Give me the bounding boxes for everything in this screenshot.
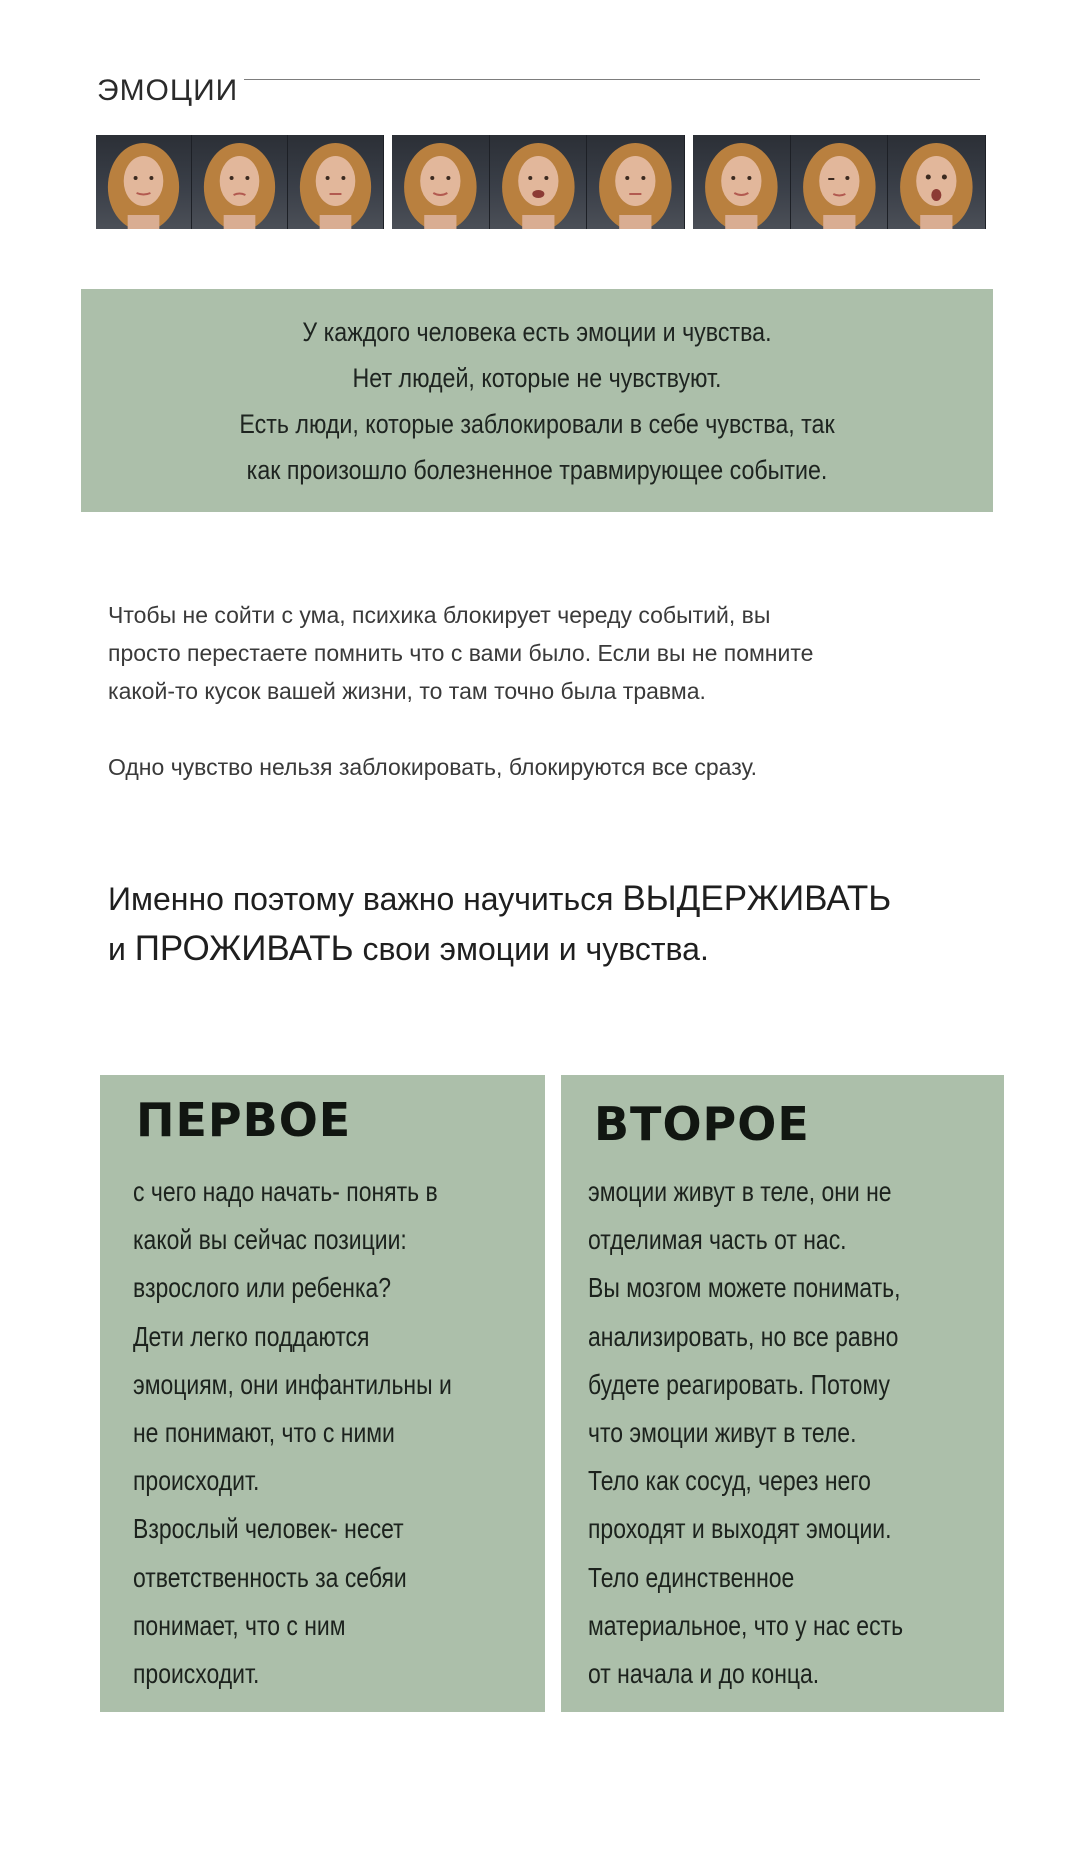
card-line: Вы мозгом можете понимать,: [588, 1272, 901, 1304]
emphasis-text: свои эмоции и чувства.: [353, 931, 709, 967]
card-line: что эмоции живут в теле.: [588, 1417, 857, 1449]
card-line: Тело как сосуд, через него: [588, 1465, 871, 1497]
photo-strip-2: [392, 135, 685, 229]
emphasis-caps: ПРОЖИВАТЬ: [134, 929, 354, 968]
paragraph-line: Чтобы не сойти с ума, психика блокирует череду событий, вы: [108, 602, 771, 628]
portrait-photo: [96, 135, 192, 229]
card-line: проходят и выходят эмоции.: [588, 1513, 892, 1545]
portrait-photo: [490, 135, 588, 229]
card-line: анализировать, но все равно: [588, 1320, 899, 1352]
card-line: отделимая часть от нас.: [588, 1224, 847, 1256]
card-text: [588, 1168, 972, 1698]
card-title: ВТОРОЕ: [594, 1097, 810, 1151]
card-line: Взрослый человек- несет: [133, 1513, 404, 1545]
quote-line: Нет людей, которые не чувствуют.: [352, 363, 722, 393]
card-text: [133, 1168, 522, 1698]
emphasis-line-2: [108, 924, 891, 974]
photo-strip-1: [96, 135, 384, 229]
card-line: будете реагировать. Потому: [588, 1368, 890, 1400]
body-paragraph: Одно чувство нельзя заблокировать, блокируются все сразу.: [108, 754, 758, 780]
portrait-photo: [192, 135, 288, 229]
card-line: эмоции живут в теле, они не: [588, 1176, 892, 1207]
quote-box: [81, 289, 993, 512]
card-line: от начала и до конца.: [588, 1658, 820, 1690]
card-line: Тело единственное: [588, 1561, 795, 1593]
card-title: ПЕРВОЕ: [136, 1093, 352, 1147]
emphasis-statement: [108, 874, 891, 974]
portrait-photo: [693, 135, 791, 229]
emphasis-text: Именно поэтому важно научиться: [108, 881, 623, 917]
paragraph-line: просто перестаете помнить что с вами было. Если вы не помните: [108, 640, 814, 666]
card-line: взрослого или ребенка?: [133, 1272, 392, 1304]
card-second: [561, 1075, 1004, 1712]
portrait-photo: [888, 135, 986, 229]
quote-line: У каждого человека есть эмоции и чувства.: [302, 317, 772, 347]
card-line: понимает, что с ним: [133, 1609, 346, 1641]
photo-strip-3: [693, 135, 986, 229]
emphasis-text: и: [108, 931, 135, 967]
portrait-photo: [288, 135, 384, 229]
card-line: Дети легко поддаются: [133, 1320, 370, 1352]
card-first: [100, 1075, 545, 1712]
card-line: ответственность за себяи: [133, 1561, 407, 1593]
card-line: эмоциям, они инфантильны и: [133, 1368, 452, 1400]
card-line: какой вы сейчас позиции:: [133, 1224, 407, 1256]
page-title: ЭМОЦИИ: [97, 74, 239, 107]
emphasis-line-1: [108, 874, 891, 924]
card-line: происходит.: [133, 1658, 260, 1690]
quote-line: Есть люди, которые заблокировали в себе чувства, так: [239, 409, 835, 439]
card-line: не понимают, что с ними: [133, 1417, 395, 1449]
header-divider: [244, 79, 980, 80]
card-line: материальное, что у нас есть: [588, 1609, 904, 1641]
card-line: с чего надо начать- понять в: [133, 1176, 438, 1207]
emphasis-caps: ВЫДЕРЖИВАТЬ: [622, 879, 892, 918]
portrait-photo: [392, 135, 490, 229]
portrait-photo: [587, 135, 685, 229]
portrait-photo: [791, 135, 889, 229]
quote-line: как произошло болезненное травмирующее событие.: [246, 455, 828, 485]
paragraph-line: какой-то кусок вашей жизни, то там точно была травма.: [108, 678, 706, 704]
body-paragraph: [108, 596, 813, 710]
card-line: происходит.: [133, 1465, 260, 1497]
